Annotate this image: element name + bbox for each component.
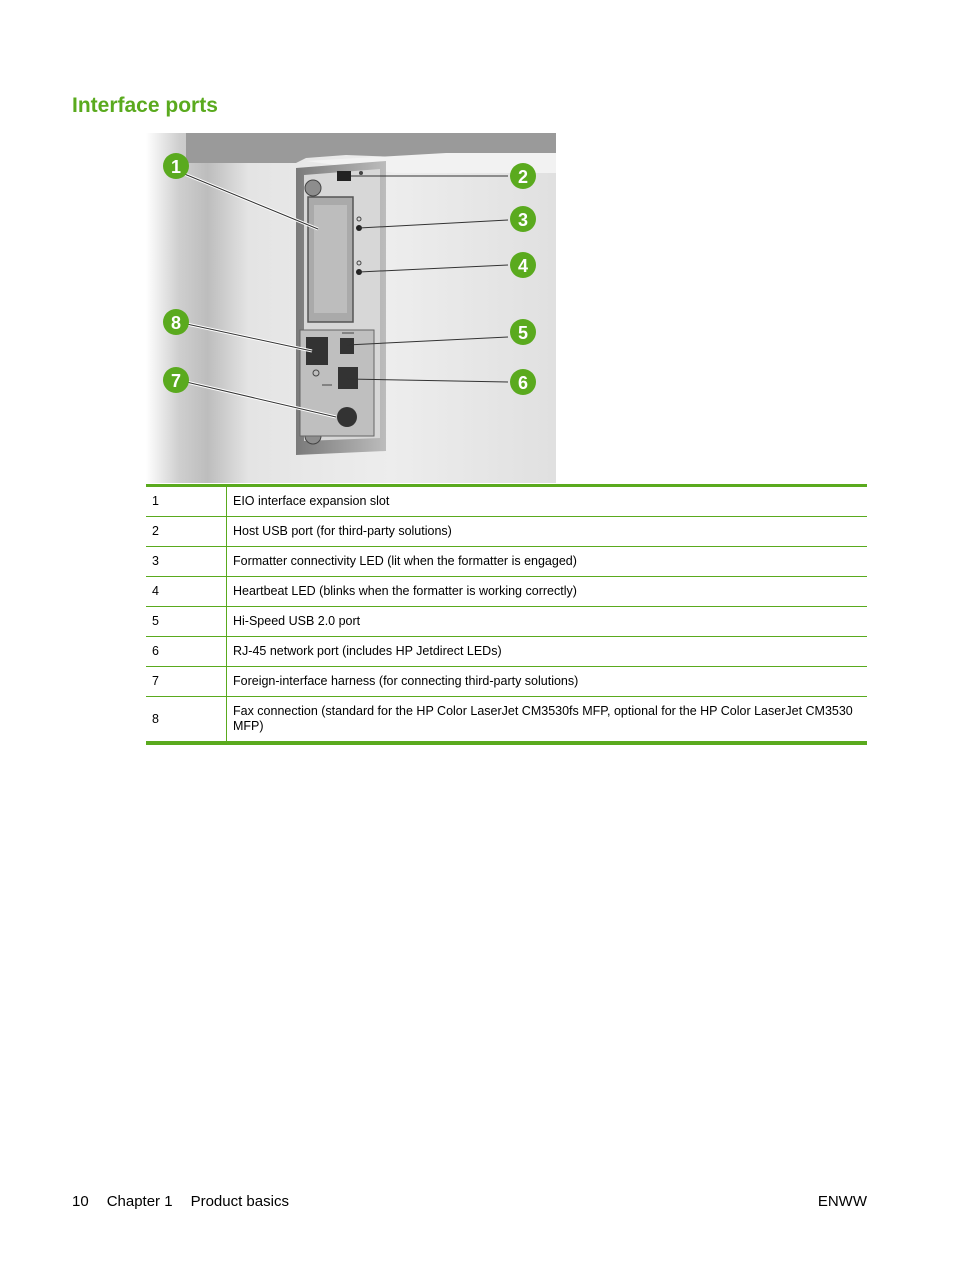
row-number: 3 — [146, 547, 227, 577]
interface-ports-table — [146, 484, 867, 745]
row-description: Formatter connectivity LED (lit when the formatter is engaged) — [227, 547, 868, 577]
callout-3 — [510, 206, 536, 232]
svg-text:3: 3 — [517, 210, 529, 230]
printer-ports-illustration — [146, 133, 556, 483]
row-description: RJ-45 network port (includes HP Jetdirect LEDs) — [227, 637, 868, 667]
callout-2 — [510, 163, 536, 189]
callout-7 — [163, 367, 189, 393]
svg-text:6: 6 — [517, 373, 529, 393]
table-row — [146, 637, 867, 667]
row-number: 2 — [146, 517, 227, 547]
table-row — [146, 577, 867, 607]
svg-text:8: 8 — [170, 313, 182, 333]
page-number: 10 — [72, 1193, 89, 1210]
section-title: Interface ports — [72, 94, 218, 117]
interface-ports-figure — [146, 133, 556, 483]
row-description: EIO interface expansion slot — [227, 486, 868, 517]
doc-id: ENWW — [817, 1193, 867, 1210]
chapter-title: Product basics — [190, 1193, 289, 1210]
row-number: 6 — [146, 637, 227, 667]
usb-host-icon — [359, 171, 363, 175]
svg-text:1: 1 — [170, 157, 182, 177]
row-number: 1 — [146, 486, 227, 517]
callout-6 — [510, 369, 536, 395]
table-row — [146, 607, 867, 637]
row-number: 5 — [146, 607, 227, 637]
row-description: Foreign-interface harness (for connecting third-party solutions) — [227, 667, 868, 697]
chapter-label: Chapter 1 — [106, 1193, 173, 1210]
svg-text:2: 2 — [517, 167, 529, 187]
table-row — [146, 697, 867, 744]
row-number: 7 — [146, 667, 227, 697]
row-description: Heartbeat LED (blinks when the formatter is working correctly) — [227, 577, 868, 607]
table-row — [146, 486, 867, 517]
callout-4 — [510, 252, 536, 278]
row-description: Hi-Speed USB 2.0 port — [227, 607, 868, 637]
table-row — [146, 667, 867, 697]
callout-8 — [163, 309, 189, 335]
table-row — [146, 517, 867, 547]
callout-1 — [163, 153, 189, 179]
row-description: Host USB port (for third-party solutions) — [227, 517, 868, 547]
callout-5 — [510, 319, 536, 345]
footer-left — [72, 1193, 307, 1210]
row-description: Fax connection (standard for the HP Color LaserJet CM3530fs MFP, optional for the HP Color LaserJet CM3530 MFP) — [227, 697, 868, 744]
svg-text:5: 5 — [517, 323, 529, 343]
row-number: 4 — [146, 577, 227, 607]
table-row — [146, 547, 867, 577]
svg-text:7: 7 — [170, 371, 182, 391]
svg-text:4: 4 — [517, 256, 529, 276]
row-number: 8 — [146, 697, 227, 744]
